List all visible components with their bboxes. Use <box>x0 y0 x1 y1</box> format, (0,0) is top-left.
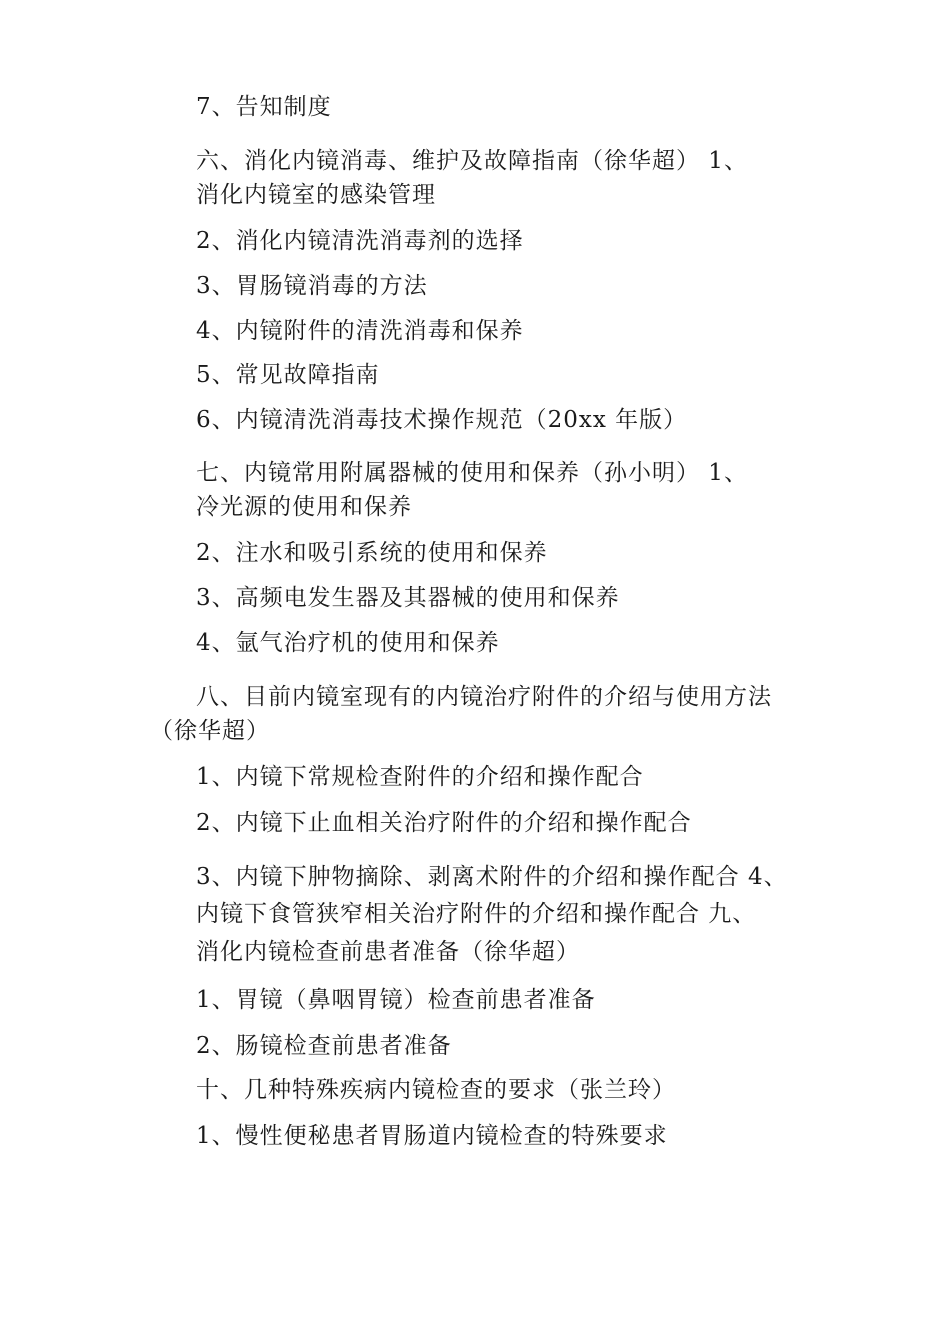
text-line: 2、内镜下止血相关治疗附件的介绍和操作配合 <box>196 810 692 836</box>
text-line: 4、氩气治疗机的使用和保养 <box>196 630 500 656</box>
section-heading: 十、几种特殊疾病内镜检查的要求（张兰玲） <box>196 1077 676 1103</box>
text-line: 3、高频电发生器及其器械的使用和保养 <box>196 585 620 611</box>
text-line: （徐华超） <box>150 718 270 744</box>
section-heading: 六、消化内镜消毒、维护及故障指南（徐华超） 1、 <box>196 148 748 174</box>
text-line: 5、常见故障指南 <box>196 362 380 388</box>
text-line: 内镜下食管狭窄相关治疗附件的介绍和操作配合 九、 <box>196 901 757 927</box>
text-line: 6、内镜清洗消毒技术操作规范（20xx 年版） <box>196 407 688 433</box>
section-heading: 消化内镜检查前患者准备（徐华超） <box>196 939 580 965</box>
text-line: 7、告知制度 <box>196 94 332 120</box>
section-heading: 八、目前内镜室现有的内镜治疗附件的介绍与使用方法 <box>196 684 772 710</box>
text-line: 冷光源的使用和保养 <box>196 494 412 520</box>
text-line: 2、注水和吸引系统的使用和保养 <box>196 540 548 566</box>
text-line: 3、胃肠镜消毒的方法 <box>196 273 428 299</box>
text-line: 1、胃镜（鼻咽胃镜）检查前患者准备 <box>196 987 596 1013</box>
section-heading: 七、内镜常用附属器械的使用和保养（孙小明） 1、 <box>196 460 748 486</box>
text-line: 消化内镜室的感染管理 <box>196 182 436 208</box>
text-line: 1、慢性便秘患者胃肠道内镜检查的特殊要求 <box>196 1123 668 1149</box>
text-line: 4、内镜附件的清洗消毒和保养 <box>196 318 524 344</box>
text-line: 2、肠镜检查前患者准备 <box>196 1033 452 1059</box>
text-line: 3、内镜下肿物摘除、剥离术附件的介绍和操作配合 4、 <box>196 864 788 890</box>
text-line: 1、内镜下常规检查附件的介绍和操作配合 <box>196 764 644 790</box>
text-line: 2、消化内镜清洗消毒剂的选择 <box>196 228 524 254</box>
